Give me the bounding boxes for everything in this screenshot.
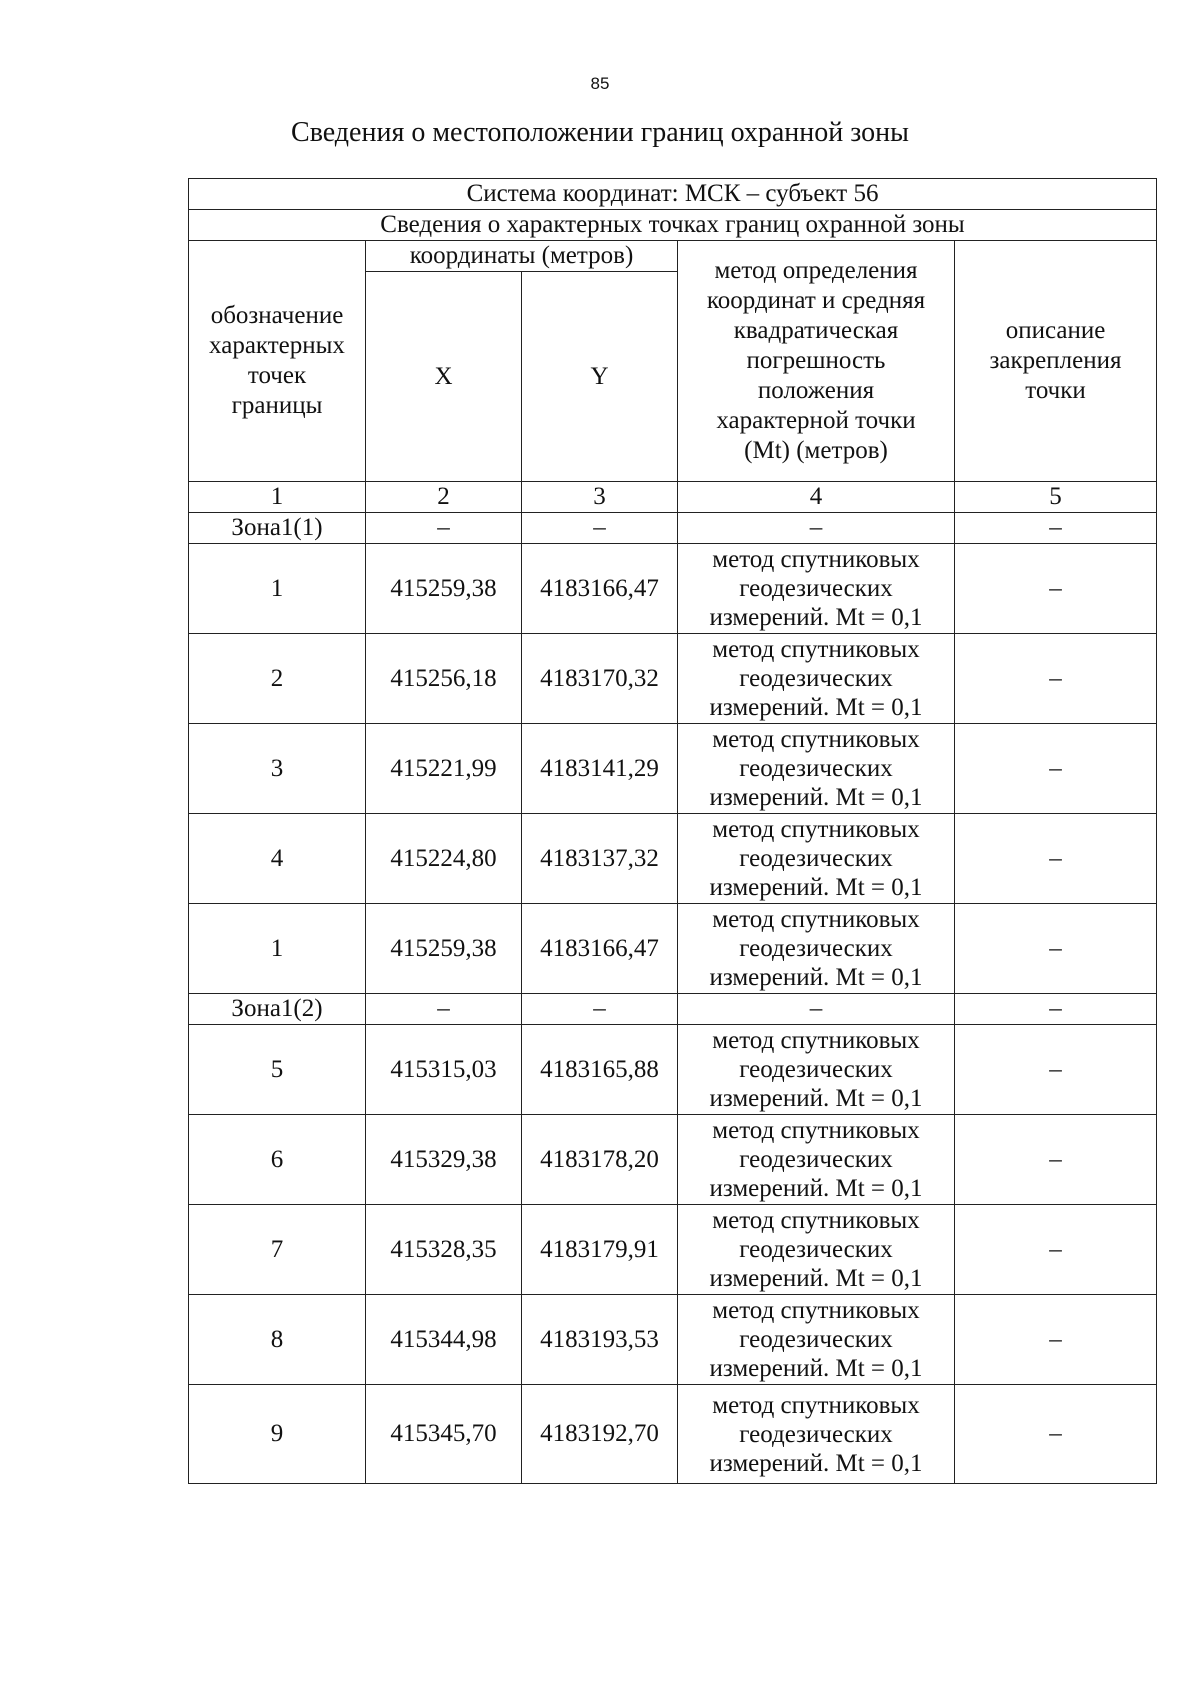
point-method-line: измерений. Mt = 0,1 xyxy=(709,694,923,721)
header-description: описание закрепления точки xyxy=(955,241,1157,482)
point-label: 6 xyxy=(189,1115,366,1205)
point-method-line: метод спутниковых xyxy=(712,636,920,663)
point-label: 1 xyxy=(189,904,366,994)
point-x: 415221,99 xyxy=(366,724,522,814)
table-row xyxy=(189,1295,1157,1385)
point-method-line: метод спутниковых xyxy=(712,546,920,573)
point-y: 4183170,32 xyxy=(522,634,678,724)
zone-method-cell: – xyxy=(678,994,955,1025)
header-y: Y xyxy=(522,272,678,482)
page-title: Сведения о местоположении границ охранной зоны xyxy=(291,117,909,148)
point-method-line: измерений. Mt = 0,1 xyxy=(709,874,923,901)
point-label: 2 xyxy=(189,634,366,724)
point-y: 4183137,32 xyxy=(522,814,678,904)
point-x: 415224,80 xyxy=(366,814,522,904)
zone-x-cell: – xyxy=(366,513,522,544)
point-method xyxy=(678,904,955,994)
point-method xyxy=(678,1295,955,1385)
point-y: 4183192,70 xyxy=(522,1385,678,1484)
point-label: 3 xyxy=(189,724,366,814)
point-x: 415328,35 xyxy=(366,1205,522,1295)
point-description: – xyxy=(955,1025,1157,1115)
column-number: 1 xyxy=(189,482,366,513)
column-number: 3 xyxy=(522,482,678,513)
point-x: 415344,98 xyxy=(366,1295,522,1385)
point-method xyxy=(678,724,955,814)
table-row xyxy=(189,1205,1157,1295)
point-method-line: измерений. Mt = 0,1 xyxy=(709,1265,923,1292)
point-method xyxy=(678,1385,955,1484)
header-coordinates: координаты (метров) xyxy=(366,241,678,272)
point-method xyxy=(678,634,955,724)
point-y: 4183166,47 xyxy=(522,544,678,634)
column-number: 4 xyxy=(678,482,955,513)
column-number: 5 xyxy=(955,482,1157,513)
zone-row xyxy=(189,513,1157,544)
zone-label: Зона1(2) xyxy=(189,994,366,1025)
header-x: X xyxy=(366,272,522,482)
point-method-line: измерений. Mt = 0,1 xyxy=(709,1085,923,1112)
point-description: – xyxy=(955,904,1157,994)
zone-method-cell: – xyxy=(678,513,955,544)
section-heading-row: Сведения о характерных точках границ охранной зоны xyxy=(189,210,1157,241)
zone-row xyxy=(189,994,1157,1025)
point-label: 8 xyxy=(189,1295,366,1385)
table-row xyxy=(189,1385,1157,1484)
zone-desc-cell: – xyxy=(955,994,1157,1025)
table-row xyxy=(189,1025,1157,1115)
point-method-line: геодезических xyxy=(739,1326,893,1353)
page-number: 85 xyxy=(590,74,610,93)
coordinate-system-row: Система координат: МСК – субъект 56 xyxy=(189,179,1157,210)
point-method-line: измерений. Mt = 0,1 xyxy=(709,784,923,811)
point-x: 415256,18 xyxy=(366,634,522,724)
point-y: 4183179,91 xyxy=(522,1205,678,1295)
point-label: 1 xyxy=(189,544,366,634)
point-method-line: измерений. Mt = 0,1 xyxy=(709,604,923,631)
boundary-points-table xyxy=(188,178,1157,1484)
point-method-line: геодезических xyxy=(739,1236,893,1263)
point-method-line: геодезических xyxy=(739,1146,893,1173)
point-method-line: геодезических xyxy=(739,575,893,602)
point-y: 4183141,29 xyxy=(522,724,678,814)
point-method-line: метод спутниковых xyxy=(712,816,920,843)
point-method xyxy=(678,544,955,634)
point-description: – xyxy=(955,544,1157,634)
point-x: 415315,03 xyxy=(366,1025,522,1115)
point-method xyxy=(678,1115,955,1205)
point-method-line: метод спутниковых xyxy=(712,1117,920,1144)
point-description: – xyxy=(955,814,1157,904)
point-method-line: геодезических xyxy=(739,845,893,872)
point-method-line: метод спутниковых xyxy=(712,1027,920,1054)
point-method-line: метод спутниковых xyxy=(712,1391,920,1419)
point-method-line: геодезических xyxy=(739,935,893,962)
zone-x-cell: – xyxy=(366,994,522,1025)
point-x: 415259,38 xyxy=(366,904,522,994)
zone-y-cell: – xyxy=(522,994,678,1025)
point-method-line: геодезических xyxy=(739,1420,893,1448)
point-y: 4183193,53 xyxy=(522,1295,678,1385)
point-label: 5 xyxy=(189,1025,366,1115)
table-row xyxy=(189,1115,1157,1205)
point-method-line: метод спутниковых xyxy=(712,1297,920,1324)
point-description: – xyxy=(955,1115,1157,1205)
zone-y-cell: – xyxy=(522,513,678,544)
point-method-line: геодезических xyxy=(739,665,893,692)
point-y: 4183165,88 xyxy=(522,1025,678,1115)
point-x: 415329,38 xyxy=(366,1115,522,1205)
point-label: 7 xyxy=(189,1205,366,1295)
zone-desc-cell: – xyxy=(955,513,1157,544)
point-label: 9 xyxy=(189,1385,366,1484)
table-row xyxy=(189,904,1157,994)
point-method-line: измерений. Mt = 0,1 xyxy=(709,1449,923,1477)
point-y: 4183178,20 xyxy=(522,1115,678,1205)
point-description: – xyxy=(955,1385,1157,1484)
point-method-line: измерений. Mt = 0,1 xyxy=(709,1175,923,1202)
point-method xyxy=(678,1205,955,1295)
point-description: – xyxy=(955,634,1157,724)
point-label: 4 xyxy=(189,814,366,904)
point-method xyxy=(678,814,955,904)
point-description: – xyxy=(955,724,1157,814)
table-row xyxy=(189,544,1157,634)
point-x: 415259,38 xyxy=(366,544,522,634)
point-method-line: метод спутниковых xyxy=(712,1207,920,1234)
header-designation: обозначение характерных точек границы xyxy=(189,241,366,482)
column-number: 2 xyxy=(366,482,522,513)
header-method: метод определения координат и средняя квадратическая погрешность положения характерной точки (Mt) (метров) xyxy=(678,241,955,482)
point-method-line: метод спутниковых xyxy=(712,906,920,933)
point-method-line: измерений. Mt = 0,1 xyxy=(709,1355,923,1382)
point-description: – xyxy=(955,1295,1157,1385)
point-method-line: измерений. Mt = 0,1 xyxy=(709,964,923,991)
point-method-line: геодезических xyxy=(739,1056,893,1083)
point-x: 415345,70 xyxy=(366,1385,522,1484)
point-y: 4183166,47 xyxy=(522,904,678,994)
table-row xyxy=(189,814,1157,904)
point-method-line: метод спутниковых xyxy=(712,726,920,753)
point-description: – xyxy=(955,1205,1157,1295)
zone-label: Зона1(1) xyxy=(189,513,366,544)
point-method-line: геодезических xyxy=(739,755,893,782)
table-row xyxy=(189,634,1157,724)
point-method xyxy=(678,1025,955,1115)
table-row xyxy=(189,724,1157,814)
